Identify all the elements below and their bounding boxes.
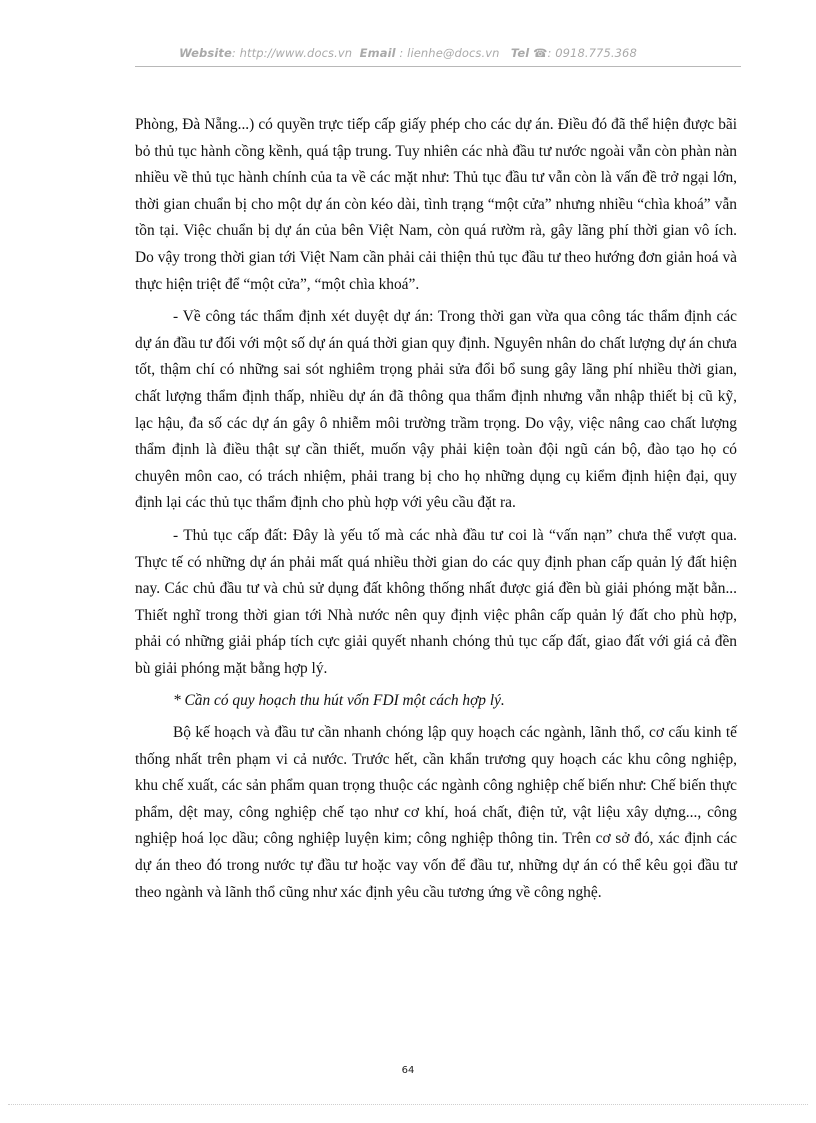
website-value: : http://www.docs.vn xyxy=(231,46,353,60)
tel-label: Tel xyxy=(510,46,530,60)
website-label: Website xyxy=(179,46,232,60)
email-value: : lienhe@docs.vn xyxy=(399,46,500,60)
page-header xyxy=(0,46,816,60)
paragraph-planning: Bộ kế hoạch và đầu tư cần nhanh chóng lập quy hoạch các ngành, lãnh thổ, cơ cấu kinh tế thống nhất trên phạm vi cả nước. Trước hết, cần khẩn trương quy hoạch các khu công nghiệp, khu chế xuất, các sản phẩm quan trọng thuộc các ngành công nghiệp chế biến như: Chế biến thực phẩm, dệt may, công nghiệp chế tạo như cơ khí, hoá chất, điện tử, vật liệu xây dựng..., công nghiệp hoá lọc dầu; công nghiệp luyện kim; công nghiệp thông tin. Trên cơ sở đó, xác định các dự án theo đó trong nước tự đầu tư hoặc vay vốn để đầu tư, những dự án có thể kêu gọi đầu tư theo ngành và lãnh thổ cũng như xác định yêu cầu tương ứng về công nghệ. xyxy=(135,724,737,901)
header-rule xyxy=(135,66,741,67)
document-body xyxy=(135,112,737,912)
paragraph-appraisal: - Về công tác thẩm định xét duyệt dự án: Trong thời gan vừa qua công tác thẩm định các dự án đầu tư đối với một số dự án quá thời gian quy định. Nguyên nhân do chất lượng dự án chưa tốt, thậm chí có những sai sót nghiêm trọng phải sửa đổi bổ sung gây lãng phí nhiều thời gian, chất lượng thẩm định thấp, nhiều dự án đã thông qua thẩm định nhưng vẫn nhập thiết bị cũ kỹ, lạc hậu, đa số các dự án gây ô nhiễm môi trường trầm trọng. Do vậy, việc nâng cao chất lượng thẩm định là điều thật sự cần thiết, muốn vậy phải kiện toàn đội ngũ cán bộ, đào tạo họ có chuyên môn cao, có trách nhiệm, phải trang bị cho họ những dụng cụ kiểm định hiện đại, quy định lại các thủ tục thẩm định cho phù hợp với yêu cầu đặt ra. xyxy=(135,308,737,512)
page-number: 64 xyxy=(401,1065,415,1076)
section-subheading: * Cần có quy hoạch thu hút vốn FDI một cách hợp lý. xyxy=(173,692,505,710)
paragraph-land-procedure: - Thủ tục cấp đất: Đây là yếu tố mà các nhà đầu tư coi là “vấn nạn” chưa thể vượt qua. Thực tế có những dự án phải mất quá nhiều thời gian do các quy định phan cấp quản lý đất hiện nay. Các chủ đầu tư và chủ sử dụng đất không thống nhất được giá đền bù giải phóng mặt bằn... Thiết nghĩ trong thời gian tới Nhà nước nên quy định việc phân cấp quản lý đất cho phù hợp, phải có những giải pháp tích cực giải quyết nhanh chóng thủ tục cấp đất, giao đất với giá cả đền bù giải phóng mặt bằng hợp lý. xyxy=(135,526,737,677)
email-label: Email xyxy=(359,46,396,60)
footer-rule xyxy=(8,1104,808,1105)
telephone-icon: ☎ xyxy=(533,46,548,60)
tel-value: : 0918.775.368 xyxy=(547,46,637,60)
paragraph-continuation: Phòng, Đà Nẵng...) có quyền trực tiếp cấp giấy phép cho các dự án. Điều đó đã thể hiện được bãi bỏ thủ tục hành cồng kềnh, quá tập trung. Tuy nhiên các nhà đầu tư nước ngoài vẫn còn phàn nàn nhiều về thủ tục hành chính của ta về các mặt như: Thủ tục đầu tư vẫn còn là vấn đề trở ngại lớn, thời gian chuẩn bị cho một dự án còn kéo dài, tình trạng “một cửa” nhưng nhiều “chìa khoá” vẫn tồn tại. Việc chuẩn bị dự án của bên Việt Nam, còn quá rườm rà, gây lãng phí thời gian vô ích. Do vậy trong thời gian tới Việt Nam cần phải cải thiện thủ tục đầu tư theo hướng đơn giản hoá và thực hiện triệt để “một cửa”, “một chìa khoá”. xyxy=(135,116,737,293)
